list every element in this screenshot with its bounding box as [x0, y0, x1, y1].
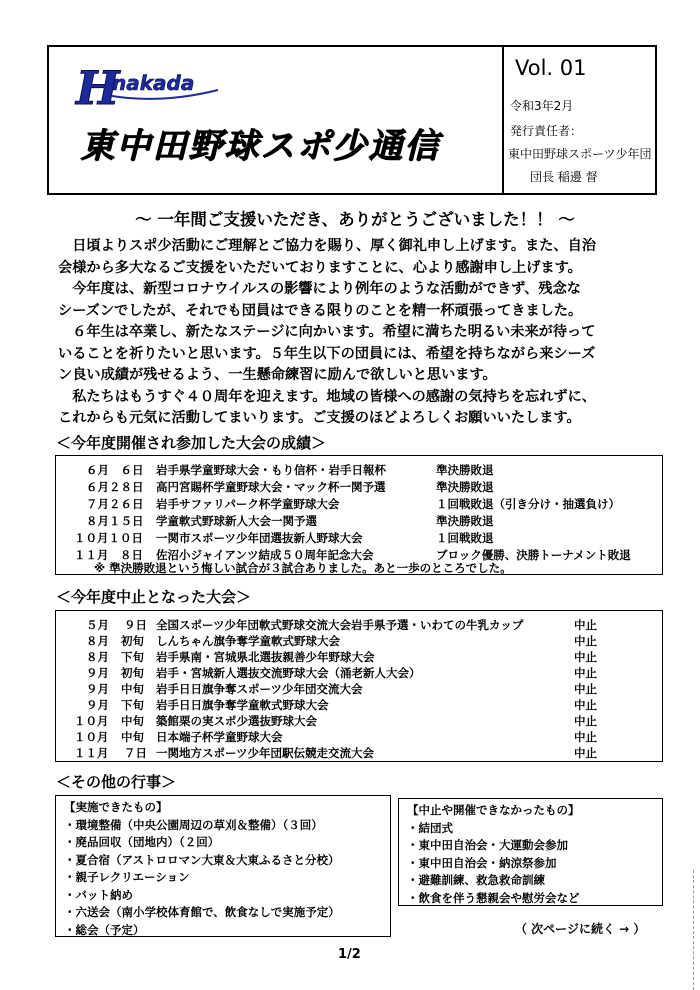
result-outcome: １回戦敗退（引き分け・抽選負け） — [436, 497, 620, 511]
cancelled-event-item: ・飲食を伴う懇親会や慰労会など — [407, 890, 580, 905]
cancelled-status: 中止 — [574, 666, 597, 680]
result-date: １１月 ８日 — [74, 548, 143, 562]
continue-note: （ 次ページに続く → ） — [515, 922, 646, 936]
team-logo — [72, 60, 222, 120]
result-name: 学童軟式野球新人大会一関予選 — [156, 514, 317, 528]
results-note: ※ 準決勝敗退という悔しい試合が３試合ありました。あと一歩のところでした。 — [94, 561, 512, 575]
cancelled-event-item: ・東中田自治会・納涼祭参加 — [407, 855, 557, 870]
done-event-item: ・総会（予定） — [64, 922, 145, 937]
publisher-label: 発行責任者： — [510, 124, 583, 138]
cancelled-day: 初旬 — [121, 666, 144, 680]
intro-line: 今年度は、新型コロナウイルスの影響により例年のような活動ができず、残念な — [58, 281, 581, 297]
scan-edge — [693, 870, 700, 990]
result-outcome: 準決勝敗退 — [436, 514, 494, 528]
result-outcome: １回戦敗退 — [436, 531, 494, 545]
results-heading: ＜今年度開催され参加した大会の成績＞ — [56, 434, 327, 452]
result-date: ６月 ６日 — [86, 463, 144, 477]
cancelled-name: 岩手日日旗争奪学童軟式野球大会 — [156, 698, 329, 712]
result-date: ６月２８日 — [86, 480, 144, 494]
cancelled-month: １１月 — [74, 746, 109, 760]
intro-line: シーズンでしたが、それでも団員はできる限りのことを精一杯頑張ってきました。 — [58, 302, 583, 319]
cancelled-name: 一関地方スポーツ少年団駅伝競走交流大会 — [156, 746, 375, 760]
done-event-item: ・環境整備（中央公園周辺の草刈＆整備）（３回） — [64, 817, 323, 832]
result-name: 岩手サファリパーク杯学童野球大会 — [156, 497, 340, 511]
svg-text:H: H — [76, 61, 120, 115]
cancelled-event-item: ・結団式 — [407, 820, 453, 835]
publisher-name: 団長 稲邊 督 — [530, 170, 598, 184]
done-event-item: ・親子レクリエーション — [64, 870, 190, 884]
cancelled-name: 全国スポーツ少年団軟式野球交流大会岩手県予選・いわての牛乳カップ — [156, 618, 524, 632]
done-event-item: ・六送会（南小学校体育館で、飲食なしで実施予定） — [64, 905, 340, 919]
cancelled-day: ７日 — [124, 746, 147, 760]
done-event-item: ・夏合宿（アストロロマン大東＆大東ふるさと分校） — [64, 852, 340, 867]
cancelled-day: 下旬 — [121, 698, 144, 712]
cancelled-status: 中止 — [574, 618, 597, 632]
cancelled-day: 中旬 — [121, 682, 144, 696]
result-outcome: ブロック優勝、決勝トーナメント敗退 — [436, 548, 631, 562]
cancelled-month: １０月 — [74, 730, 109, 744]
done-event-item: ・バット納め — [64, 887, 133, 902]
result-name: 一関市スポーツ少年団選抜新人野球大会 — [156, 531, 363, 545]
cancelled-heading: ＜今年度中止となった大会＞ — [56, 588, 252, 606]
cancelled-events-title: 【中止や開催できなかったもの】 — [407, 803, 580, 817]
cancelled-events-box — [398, 798, 663, 906]
cancelled-day: ９日 — [124, 618, 147, 632]
cancelled-month: ８月 — [86, 650, 109, 664]
result-date: １０月１０日 — [74, 531, 143, 545]
intro-line: ６年生は卒業し、新たなステージに向かいます。希望に満ちた明るい未来が待って — [58, 324, 596, 340]
cancelled-month: １０月 — [74, 714, 109, 728]
issue-date: 令和3年2月 — [510, 99, 574, 113]
cancelled-name: 岩手県南・宮城県北選抜親善少年野球大会 — [156, 650, 375, 664]
cancelled-day: 中旬 — [121, 714, 144, 728]
publisher-org: 東中田野球スポーツ少年団 — [508, 147, 652, 161]
headline: ～ 一年間ご支援いただき、ありがとうございました！！ ～ — [135, 210, 575, 229]
volume-number: Vol. 01 — [515, 56, 587, 80]
cancelled-month: ９月 — [86, 698, 109, 712]
intro-line: これからも元気に活動してまいります。ご支援のほどよろしくお願いいたします。 — [58, 410, 581, 426]
cancelled-status: 中止 — [574, 682, 597, 696]
cancelled-day: 初旬 — [121, 634, 144, 648]
cancelled-status: 中止 — [574, 714, 597, 728]
cancelled-day: 中旬 — [121, 730, 144, 744]
done-event-item: ・廃品回収（団地内）（２回） — [64, 835, 220, 849]
cancelled-event-item: ・避難訓練、救急救命訓練 — [407, 873, 545, 887]
cancelled-name: 築館栗の実スポ少選抜野球大会 — [156, 714, 317, 728]
cancelled-status: 中止 — [574, 634, 597, 648]
result-outcome: 準決勝敗退 — [436, 463, 494, 477]
results-table — [55, 455, 663, 575]
intro-text — [58, 236, 658, 430]
cancelled-month: ５月 — [86, 618, 109, 632]
done-events-box — [55, 795, 391, 937]
page-number: 1/2 — [338, 947, 361, 962]
cancelled-name: しんちゃん旗争奪学童軟式野球大会 — [156, 634, 340, 648]
done-events-title: 【実施できたもの】 — [64, 800, 168, 814]
cancelled-month: ９月 — [86, 682, 109, 696]
masthead-divider — [502, 45, 504, 195]
cancelled-name: 日本端子杯学童野球大会 — [156, 730, 283, 744]
svg-text:nakada: nakada — [112, 71, 195, 95]
cancelled-status: 中止 — [574, 746, 597, 760]
intro-line: 日頃よりスポ少活動にご理解とご協力を賜り、厚く御礼申し上げます。また、自治 — [58, 238, 596, 254]
result-name: 高円宮賜杯学童野球大会・マック杯一関予選 — [156, 480, 386, 494]
cancelled-status: 中止 — [574, 698, 597, 712]
cancelled-name: 岩手日日旗争奪スポーツ少年団交流大会 — [156, 682, 363, 696]
intro-line: 会様から多大なるご支援をいただいておりますことに、心より感謝申し上げます。 — [58, 259, 582, 276]
result-outcome: 準決勝敗退 — [436, 480, 494, 494]
intro-line: いることを祈りたいと思います。５年生以下の団員には、希望を持ちながら来シーズ — [58, 345, 596, 362]
result-name: 岩手県学童野球大会・もり信杯・岩手日報杯 — [156, 463, 386, 477]
cancelled-day: 下旬 — [121, 650, 144, 664]
cancelled-name: 岩手・宮城新人選抜交流野球大会（涌老新人大会） — [156, 666, 421, 680]
cancelled-event-item: ・東中田自治会・大運動会参加 — [407, 838, 568, 852]
cancelled-month: ９月 — [86, 666, 109, 680]
other-heading: ＜その他の行事＞ — [56, 773, 177, 791]
newsletter-title: 東中田野球スポ少通信 — [80, 126, 440, 166]
cancelled-table — [55, 610, 663, 762]
cancelled-status: 中止 — [574, 650, 597, 664]
intro-line: ン良い成績が残せるよう、一生懸命練習に励んで欲しいと思います。 — [58, 367, 497, 383]
result-date: ８月１５日 — [86, 514, 144, 528]
cancelled-status: 中止 — [574, 730, 597, 744]
cancelled-month: ８月 — [86, 634, 109, 648]
intro-line: 私たちはもうすぐ４０周年を迎えます。地域の皆様への感謝の気持ちを忘れずに、 — [58, 388, 596, 405]
result-date: ７月２６日 — [86, 497, 144, 511]
result-name: 佐沼小ジャイアンツ結成５０周年記念大会 — [156, 548, 374, 562]
